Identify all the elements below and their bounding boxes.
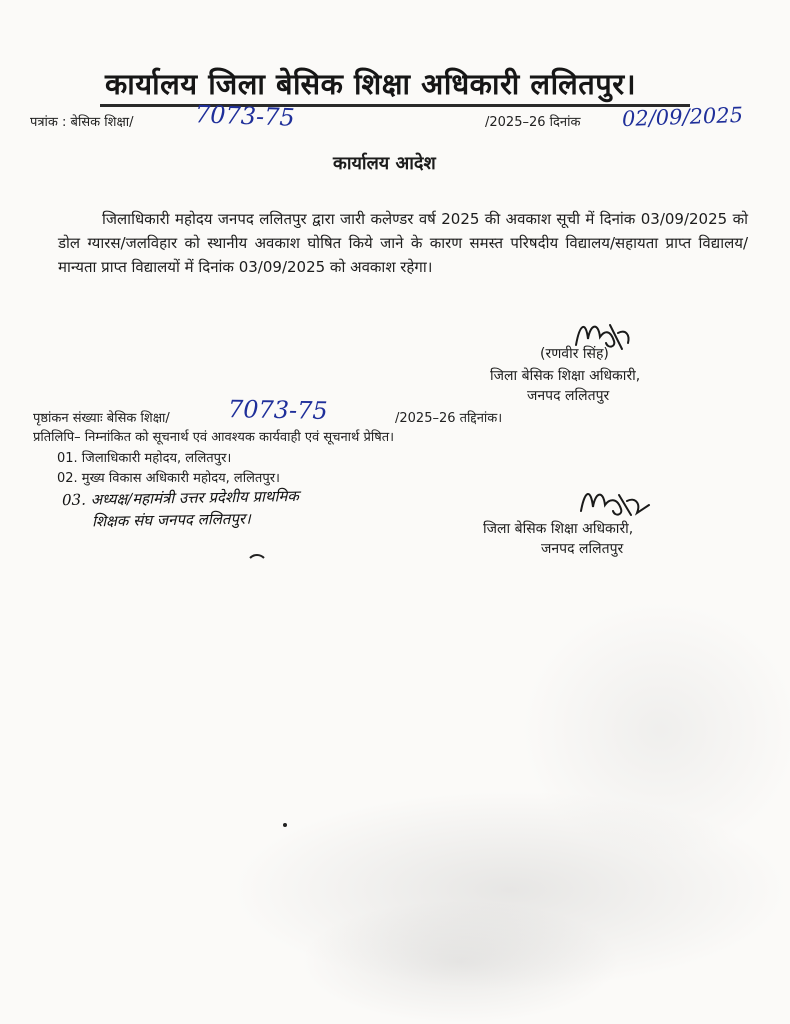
endorsement-number-handwritten: 7073-75 bbox=[227, 395, 328, 425]
ink-dot bbox=[283, 823, 287, 827]
endorsement-year: /2025–26 तद्दिनांक। bbox=[395, 411, 503, 426]
copy-list-item: 02. मुख्य विकास अधिकारी महोदय, ललितपुर। bbox=[57, 471, 280, 486]
office-header-title: कार्यालय जिला बेसिक शिक्षा अधिकारी ललितपुर। bbox=[105, 67, 637, 101]
signatory-name: (रणवीर सिंह) bbox=[540, 346, 609, 362]
ink-mark bbox=[248, 552, 268, 562]
endorsement-label: पृष्ठांकन संख्याः बेसिक शिक्षा/ bbox=[33, 411, 170, 426]
paper-smudge bbox=[300, 900, 620, 1024]
paper-smudge bbox=[230, 790, 790, 990]
header-underline bbox=[100, 104, 690, 107]
copy-list-item-handwritten-line1: 03. अध्यक्ष/महामंत्री उत्तर प्रदेशीय प्राथमिक bbox=[61, 486, 300, 510]
signature-mark bbox=[575, 483, 655, 523]
signatory-designation: जिला बेसिक शिक्षा अधिकारी, bbox=[490, 368, 641, 384]
signatory-district: जनपद ललितपुर bbox=[527, 388, 610, 404]
copy-list-item: 01. जिलाधिकारी महोदय, ललितपुर। bbox=[57, 451, 232, 466]
order-title: कार्यालय आदेश bbox=[333, 153, 436, 174]
signatory-district: जनपद ललितपुर bbox=[541, 541, 624, 557]
order-body-paragraph: जिलाधिकारी महोदय जनपद ललितपुर द्वारा जारी कलेण्डर वर्ष 2025 की अवकाश सूची में दिनांक 03/09/2025 को डोल ग्यारस/जलविहार को स्थानीय अवकाश घोषित किये जाने के कारण समस्त परिषदीय विद्यालय/सहायता प्राप्त विद्यालय/मान्यता प्राप्त विद्यालयों में दिनांक 03/09/2025 को अवकाश रहेगा। bbox=[58, 210, 748, 276]
paper-smudge bbox=[520, 600, 790, 860]
copy-to-text: प्रतिलिपि– निम्नांकित को सूचनार्थ एवं आवश्यक कार्यवाही एवं सूचनार्थ प्रेषित। bbox=[33, 430, 395, 445]
reference-number-handwritten: 7073-75 bbox=[194, 100, 296, 132]
copy-list-item-handwritten-line2: शिक्षक संघ जनपद ललितपुर। bbox=[91, 509, 251, 531]
date-handwritten: 02/09/2025 bbox=[621, 102, 744, 132]
reference-year-date-label: /2025–26 दिनांक bbox=[485, 115, 581, 130]
signatory-designation: जिला बेसिक शिक्षा अधिकारी, bbox=[483, 521, 634, 537]
reference-label: पत्रांक : बेसिक शिक्षा/ bbox=[30, 115, 134, 130]
